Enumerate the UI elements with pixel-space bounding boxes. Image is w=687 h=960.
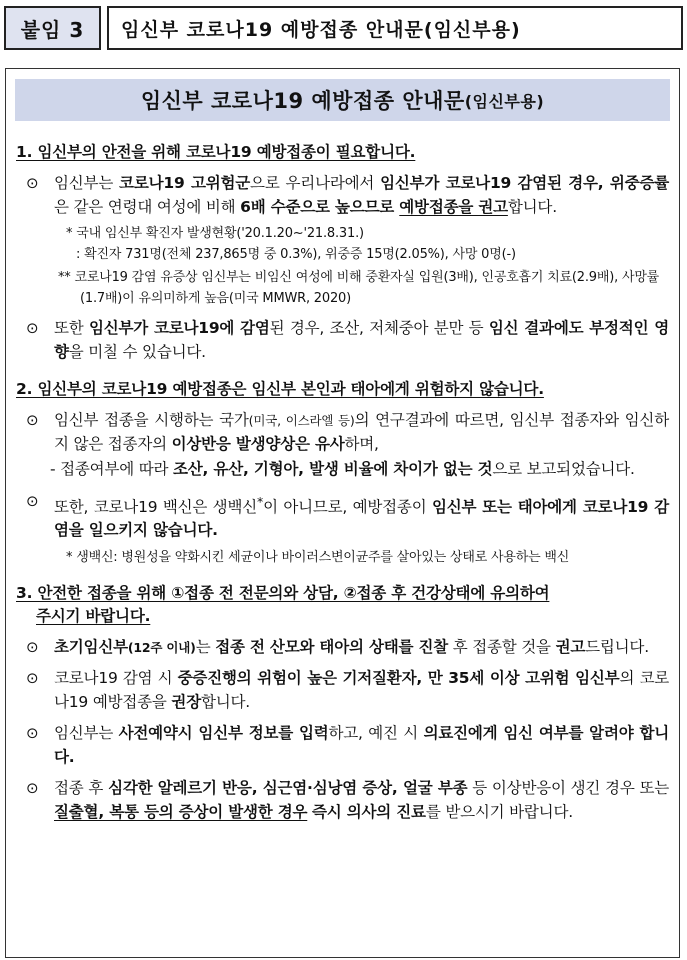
text-run: - 접종여부에 따라	[50, 460, 173, 478]
text-run-bold-underline: 예방접종을 권고	[399, 197, 508, 216]
text-run-bold: 코로나19 고위험군	[119, 174, 251, 192]
section-2-item-2	[16, 490, 669, 543]
text-run: 는	[195, 637, 216, 656]
text-run: 의 연구결과에 따르면, 임신부 접종자와 임신하지 않은 접종자의	[54, 411, 669, 453]
text-run: 임신부 접종을 시행하는 국가	[54, 411, 249, 429]
text-run-bold: 권장	[171, 692, 201, 711]
text-run: 드립니다.	[585, 637, 649, 656]
section-3-item-4	[16, 777, 669, 824]
text-run: 합니다.	[507, 197, 557, 216]
text-run-bold: 사전예약시 임신부 정보를 입력	[118, 724, 329, 743]
banner-title: 임신부 코로나19 예방접종 안내문	[140, 89, 465, 113]
section-2-subitem	[16, 458, 669, 482]
text-run: 된 경우, 조산, 저체중아 분만 등	[269, 319, 489, 337]
bullet-marker: ⊙	[26, 319, 39, 337]
section-3-heading	[16, 582, 669, 628]
attachment-tag: 붙임 3	[4, 6, 101, 50]
text-run-bold-small: (12주 이내)	[127, 639, 196, 655]
text-run-bold: 초기임신부	[54, 637, 128, 656]
text-run: 임신부는	[54, 724, 119, 743]
text-run-bold: 권고	[555, 637, 586, 656]
section-3-item-1	[16, 636, 669, 660]
notice-banner	[15, 79, 670, 121]
text-run: 의 코로나19 예방접종을	[54, 669, 669, 711]
text-run-bold-underline: 질출혈, 복통 등의 증상이 발생한 경우	[54, 802, 308, 821]
bullet-marker: ⊙	[26, 669, 39, 688]
text-run: 합니다.	[200, 692, 251, 711]
section-1-item-1	[16, 172, 669, 219]
notice-frame	[5, 68, 680, 958]
text-run: 등 이상반응이 생긴 경우 또는	[467, 779, 669, 798]
header-title: 임신부 코로나19 예방접종 안내문(임신부용)	[107, 6, 683, 50]
text-run: 임신부는	[54, 174, 120, 192]
text-run-bold: 임신부가 코로나19에 감염	[88, 319, 270, 337]
text-run-bold: 중증진행의 위험이 높은 기저질환자, 만 35세 이상 고위험 임신부	[177, 669, 620, 688]
bullet-marker: ⊙	[26, 491, 39, 510]
text-run: 으로 보고되었습니다.	[492, 460, 635, 478]
text-run: 코로나19 감염 시	[54, 669, 178, 688]
text-run: 을 미칠 수 있습니다.	[68, 342, 206, 361]
section-2-heading: 2. 임신부의 코로나19 예방접종은 임신부 본인과 태아에게 위험하지 않습니다.	[16, 380, 544, 398]
text-run: 후 접종할 것을	[448, 637, 556, 656]
bullet-marker: ⊙	[26, 637, 39, 656]
text-run: 또한	[54, 319, 89, 337]
footnote-mark: *	[257, 493, 264, 509]
section-3-item-3	[16, 722, 669, 769]
text-run-bold: 의료진에게 임신 여부를 알려야 합니다.	[54, 724, 669, 766]
bullet-marker: ⊙	[26, 779, 39, 798]
section-3-heading-line-2: 주시기 바랍니다.	[36, 606, 151, 625]
section-1-note-2: ** 코로나19 감염 유증상 임신부는 비임신 여성에 비해 중환자실 입원(3배), 인공호흡기 치료(2.9배), 사망률(1.7배)이 유의미하게 높음(미국 MMWR, 2020)	[58, 270, 660, 306]
section-3-heading-line-1: 3. 안전한 접종을 위해 ①접종 전 전문의와 상담, ②접종 후 건강상태에 유의하여	[16, 583, 550, 602]
banner-suffix: (임신부용)	[464, 91, 545, 111]
section-1-item-2	[16, 317, 669, 364]
text-run-bold: 임신 결과에도 부정적인 영향	[54, 319, 670, 361]
section-2-item-1	[16, 409, 669, 456]
section-2-note: * 생백신: 병원성을 약화시킨 세균이나 바이러스변이균주를 살아있는 상태로 사용하는 백신	[66, 549, 570, 565]
text-run-bold: 이상반응 발생양상은 유사	[171, 434, 345, 453]
section-3-item-2	[16, 667, 669, 714]
section-1-note-1b: : 확진자 731명(전체 237,865명 중 0.3%), 위중증 15명(2.05%), 사망 0명(-)	[76, 247, 516, 262]
text-run-bold: 조산, 유산, 기형아, 발생 비율에 차이가 없는 것	[173, 460, 493, 478]
section-1-heading: 1. 임신부의 안전을 위해 코로나19 예방접종이 필요합니다.	[16, 143, 416, 161]
text-run: 으로 우리나라에서	[250, 174, 381, 192]
text-run-bold: 즉시 의사의 진료	[312, 802, 426, 821]
text-run-bold: 6배 수준으로 높으므로	[240, 197, 400, 216]
section-1-note-1a: * 국내 임신부 확진자 발생현황('20.1.20~'21.8.31.)	[66, 226, 364, 241]
text-run: 이 아니므로, 예방접종이	[263, 497, 432, 516]
text-run: 접종 후	[54, 779, 109, 798]
text-run: 또한, 코로나19 백신은 생백신	[54, 497, 257, 516]
bullet-marker: ⊙	[26, 724, 39, 743]
text-run-bold: 심각한 알레르기 반응, 심근염·심낭염 증상, 얼굴 부종	[108, 779, 468, 798]
text-run-bold: 임신부 또는 태아에게 코로나19 감염을 일으키지 않습니다.	[54, 497, 669, 540]
document-header	[4, 6, 683, 50]
text-run: 은 같은 연령대 여성에 비해	[54, 197, 241, 216]
bullet-marker: ⊙	[26, 174, 39, 192]
text-run: 를 받으시기 바랍니다.	[425, 802, 573, 821]
text-run-bold: 접종 전 산모와 태아의 상태를 진찰	[215, 637, 449, 656]
bullet-marker: ⊙	[26, 411, 39, 429]
text-run-bold: 임신부가 코로나19 감염된 경우, 위중증률	[380, 174, 670, 192]
text-run: 하고, 예진 시	[328, 724, 424, 743]
text-run-small: (미국, 이스라엘 등)	[248, 413, 355, 428]
notice-content	[6, 141, 679, 824]
text-run: 하며,	[344, 434, 379, 453]
